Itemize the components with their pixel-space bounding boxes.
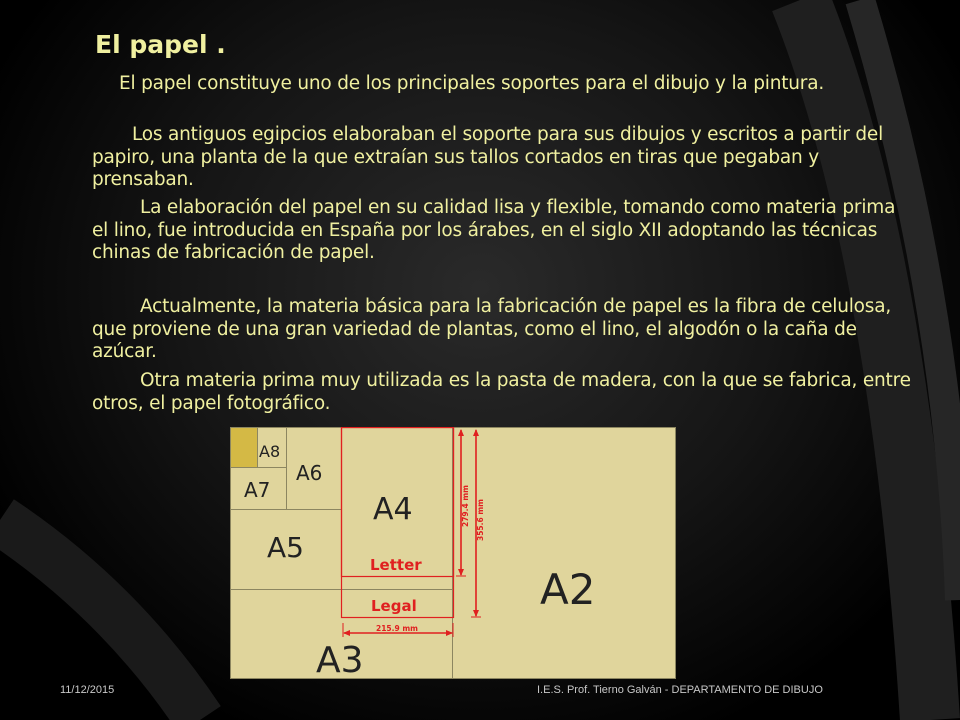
paragraph-4: Actualmente, la materia básica para la fabricación de papel es la fibra de celulosa, que proviene de una gran variedad de plantas, como el lino, el algodón o la caña de azúcar. [92, 296, 892, 362]
footer-school: I.E.S. Prof. Tierno Galván - DEPARTAMENTO DE DIBUJO [537, 684, 823, 696]
paragraph-3: La elaboración del papel en su calidad lisa y flexible, tomando como materia prima el lino, fue introducida en España por los árabes, en el siglo XII adoptando las técnicas chinas de fabricación de papel. [92, 197, 896, 263]
a9-sheet [231, 428, 258, 468]
label-a4: A4 [373, 492, 413, 527]
label-a5: A5 [267, 531, 304, 564]
label-letter: Letter [370, 556, 422, 574]
paragraph-1: El papel constituye uno de los principales soportes para el dibujo y la pintura. [119, 73, 825, 94]
label-a8: A8 [259, 442, 281, 461]
label-a6: A6 [296, 461, 323, 485]
label-legal: Legal [371, 597, 417, 615]
label-a7: A7 [244, 478, 271, 502]
footer-date: 11/12/2015 [60, 684, 115, 696]
slide-title: El papel . [95, 30, 226, 59]
label-height-letter: 279.4 mm [461, 485, 470, 527]
paragraph-5: Otra materia prima muy utilizada es la pasta de madera, con la que se fabrica, entre otros, el papel fotográfico. [92, 370, 911, 414]
paragraph-2: Los antiguos egipcios elaboraban el soporte para sus dibujos y escritos a partir del papiro, una planta de la que extraían sus tallos cortados en tiras que pegaban y prensaban. [92, 124, 884, 190]
label-a3: A3 [316, 640, 364, 679]
label-width: 215.9 mm [376, 624, 418, 633]
paper-sizes-figure [230, 427, 676, 683]
label-a2: A2 [540, 565, 596, 614]
label-height-legal: 355.6 mm [476, 499, 485, 541]
